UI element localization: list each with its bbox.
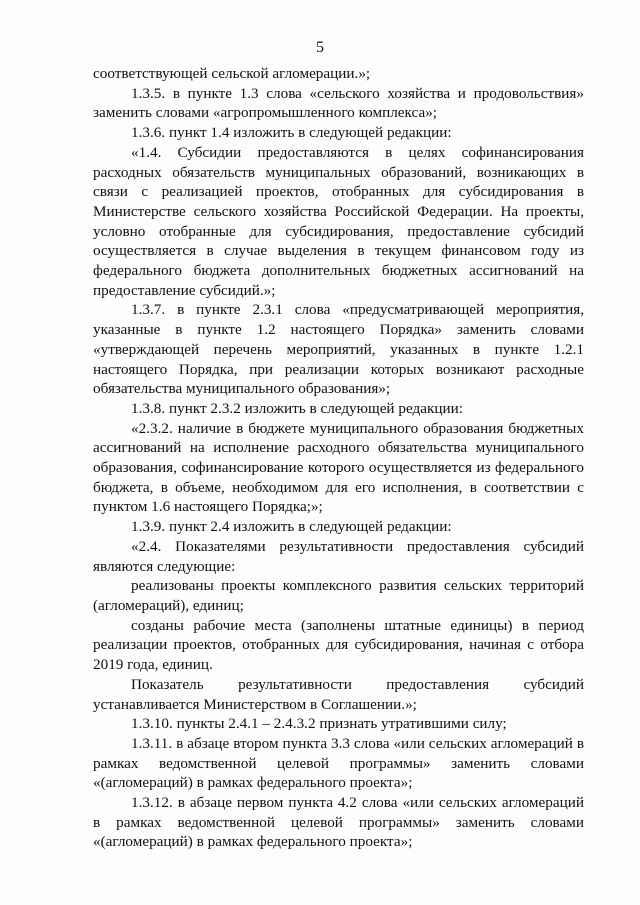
paragraph: 1.3.11. в абзаце втором пункта 3.3 слова «или сельских агломераций в рамках ведомственной целевой программы» заменить словами «(агломераций) в рамках федерального проекта»; <box>93 734 584 792</box>
paragraph: Показатель результативности предоставления субсидий устанавливается Министерством в Соглашении.»; <box>93 675 584 713</box>
document-body <box>93 64 584 852</box>
page-number: 5 <box>316 39 324 56</box>
paragraph: «2.4. Показателями результативности предоставления субсидий являются следующие: <box>93 537 584 575</box>
paragraph: реализованы проекты комплексного развития сельских территорий (агломераций), единиц; <box>93 577 584 614</box>
paragraph: «1.4. Субсидии предоставляются в целях софинансирования расходных обязательств муниципальных образований, возникающих в связи с реализацией проектов, отобранных для субсидирования в Министерстве сельского хозяйства Российской Федерации. На проекты, условно отобранные для субсидирования, предоставление субсидий осуществляется в случае выделения в текущем финансовом году из федерального бюджета дополнительных бюджетных ассигнований на предоставление субсидий.»; <box>93 143 584 299</box>
paragraph: соответствующей сельской агломерации.»; <box>93 65 371 82</box>
paragraph: 1.3.5. в пункте 1.3 слова «сельского хозяйства и продовольствия» заменить словами «агропромышленного комплекса»; <box>93 84 584 122</box>
paragraph: 1.3.7. в пункте 2.3.1 слова «предусматривающей мероприятия, указанные в пункте 1.2 настоящего Порядка» заменить словами «утверждающей перечень мероприятий, указанных в пункте 1.2.1 настоящего Порядка, при реализации которых возникают расходные обязательства муниципального образования»; <box>93 301 584 398</box>
paragraph: «2.3.2. наличие в бюджете муниципального образования бюджетных ассигнований на исполнение расходного обязательства муниципального образования, софинансирование которого осуществляется из федерального бюджета, в объеме, необходимом для его исполнения, в соответствии с пунктом 1.6 настоящего Порядка;»; <box>93 419 584 516</box>
paragraph: 1.3.10. пункты 2.4.1 – 2.4.3.2 признать утратившими силу; <box>131 715 507 733</box>
paragraph: 1.3.9. пункт 2.4 изложить в следующей редакции: <box>131 518 452 536</box>
paragraph: созданы рабочие места (заполнены штатные единицы) в период реализации проектов, отобранных для субсидирования, начиная с отбора 2019 года, единиц. <box>93 616 584 674</box>
paragraph: 1.3.6. пункт 1.4 изложить в следующей редакции: <box>131 124 452 142</box>
paragraph: 1.3.8. пункт 2.3.2 изложить в следующей редакции: <box>131 399 463 417</box>
paragraph: 1.3.12. в абзаце первом пункта 4.2 слова «или сельских агломераций в рамках ведомственной целевой программы» заменить словами «(агломераций) в рамках федерального проекта»; <box>93 794 584 851</box>
